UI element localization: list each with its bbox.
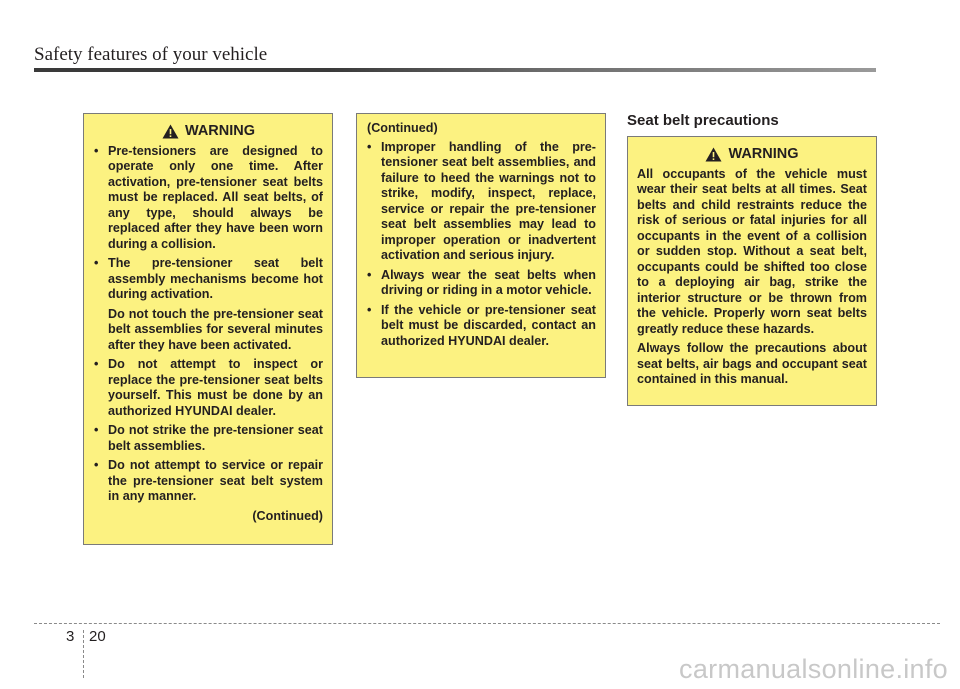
- header-rule: [34, 68, 876, 72]
- page-number: 20: [89, 628, 106, 645]
- chapter-number: 3: [66, 628, 75, 645]
- warning-list-item: • Do not attempt to inspect or replace the pre-tensioner seat belts yourself. This must be done by an authorized HYUNDAI dealer.: [94, 357, 323, 419]
- warning-heading: [94, 124, 323, 140]
- warning-triangle-icon: [162, 124, 179, 139]
- watermark: carmanualsonline.info: [679, 654, 948, 684]
- page-header-title: Safety features of your vehicle: [34, 44, 268, 65]
- warning-list-item: • The pre-tensioner seat belt assembly mechanisms become hot during activation.: [94, 256, 323, 303]
- warning-box-continued: [356, 113, 606, 378]
- footer-divider: [83, 630, 84, 678]
- continued-label: (Continued): [367, 121, 438, 135]
- warning-sub-paragraph: Do not touch the pre-tensioner seat belt assemblies for several minutes after they have been activated.: [108, 306, 323, 352]
- warning-triangle-icon: [705, 147, 722, 162]
- warning-list-item: • Pre-tensioners are designed to operate only one time. After activation, pre-tensioner seat belts must be replaced. All seat belts, of any type, should always be replaced after they have been worn during a collision.: [94, 144, 323, 253]
- section-heading: Seat belt precautions: [627, 112, 779, 129]
- continued-label: (Continued): [252, 508, 323, 523]
- warning-paragraph: Always follow the precautions about seat belts, air bags and occupant seat contained in this manual.: [637, 341, 867, 386]
- warning-box-seat-belt-precautions: [627, 136, 877, 406]
- warning-heading-label: WARNING: [728, 146, 799, 162]
- warning-paragraph: All occupants of the vehicle must wear their seat belts at all times. Seat belts and child restraints reduce the risk of serious or fatal injuries for all occupants in the event of a collision or sudden stop. Without a seat belt, occupants could be shifted too close to a deploying air bag, strike the interior structure or be thrown from the vehicle. Properly worn seat belts greatly reduce these hazards.: [637, 166, 867, 336]
- warning-heading-label: WARNING: [184, 123, 256, 139]
- warning-heading: [637, 147, 867, 163]
- warning-list-item: • Always wear the seat belts when driving or riding in a motor vehicle.: [367, 268, 596, 299]
- warning-box-pretensioner: [83, 113, 333, 545]
- footer-rule: [34, 623, 940, 624]
- warning-list-item: • Do not strike the pre-tensioner seat belt assemblies.: [94, 423, 323, 454]
- warning-list-item: • If the vehicle or pre-tensioner seat belt must be discarded, contact an authorized HYUNDAI dealer.: [367, 303, 596, 350]
- warning-list-item: • Improper handling of the pre-tensioner seat belt assemblies, and failure to heed the warnings not to strike, modify, inspect, replace, service or repair the pre-tensioner seat belt assemblies may lead to improper operation or inadvertent activation and serious injury.: [367, 140, 596, 264]
- warning-list-item: • Do not attempt to service or repair the pre-tensioner seat belt system in any manner.: [94, 458, 323, 505]
